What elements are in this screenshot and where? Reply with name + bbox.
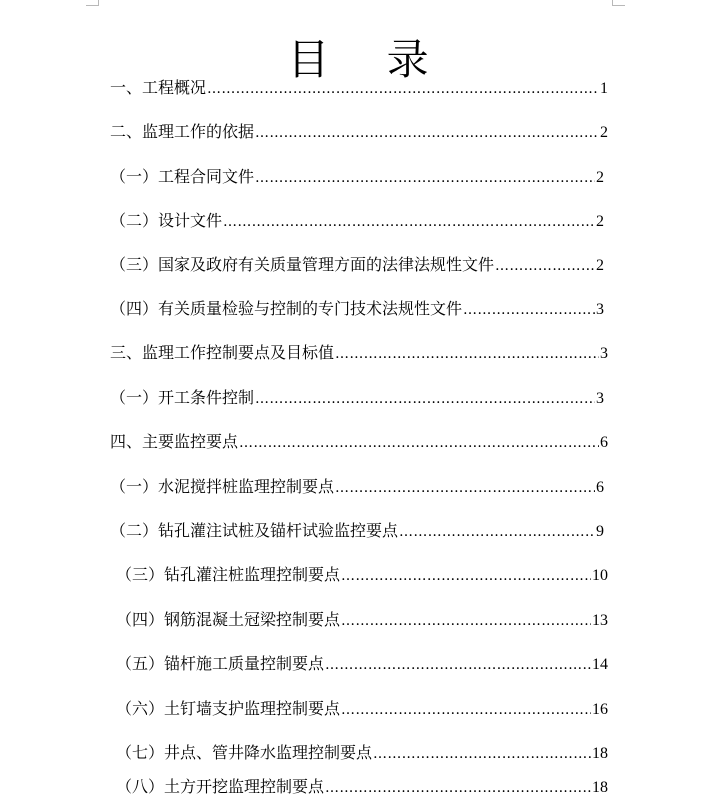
toc-leader-dots	[335, 476, 595, 500]
toc-entry-label: （四）有关质量检验与控制的专门技术法规性文件	[110, 299, 463, 318]
toc-entry[interactable]	[116, 697, 608, 721]
toc-page-number: 6	[596, 479, 604, 496]
toc-entry[interactable]	[116, 608, 608, 632]
toc-entry[interactable]	[110, 430, 608, 454]
toc-page-number: 2	[600, 124, 608, 141]
toc-entry-label: （六）土钉墙支护监理控制要点	[116, 699, 341, 718]
toc-page-number: 3	[596, 390, 604, 407]
toc-entry-label: （二）钻孔灌注试桩及锚杆试验监控要点	[110, 521, 399, 540]
toc-page-number: 2	[596, 213, 604, 230]
toc-page-number: 18	[592, 779, 608, 796]
toc-entry[interactable]	[110, 386, 604, 410]
toc-page-number: 16	[592, 701, 608, 718]
toc-entry-label: （七）井点、管井降水监理控制要点	[116, 743, 373, 762]
toc-leader-dots	[463, 298, 595, 322]
toc-leader-dots	[255, 121, 599, 145]
toc-leader-dots	[255, 387, 595, 411]
toc-page-number: 1	[600, 80, 608, 97]
toc-entry-label: 三、监理工作控制要点及目标值	[110, 343, 335, 362]
toc-entry-label: （八）土方开挖监理控制要点	[116, 777, 325, 796]
toc-entry[interactable]	[110, 76, 608, 100]
toc-page-number: 3	[596, 301, 604, 318]
toc-page-number: 9	[596, 523, 604, 540]
toc-leader-dots	[341, 609, 591, 633]
toc-entry-label: （三）国家及政府有关质量管理方面的法律法规性文件	[110, 255, 495, 274]
toc-page-number: 14	[592, 656, 608, 673]
page-title: 目 录	[287, 35, 451, 85]
toc-leader-dots	[207, 77, 599, 101]
toc-leader-dots	[325, 776, 591, 800]
toc-page-number: 3	[600, 345, 608, 362]
toc-leader-dots	[341, 564, 591, 588]
toc-leader-dots	[495, 254, 595, 278]
toc-entry-label: （五）锚杆施工质量控制要点	[116, 654, 325, 673]
toc-entry-label: （一）水泥搅拌桩监理控制要点	[110, 477, 335, 496]
toc-leader-dots	[223, 210, 595, 234]
toc-entry[interactable]	[116, 741, 608, 765]
toc-entry[interactable]	[110, 341, 608, 365]
toc-leader-dots	[373, 742, 591, 766]
toc-entry-label: （二）设计文件	[110, 211, 223, 230]
toc-entry[interactable]	[110, 120, 608, 144]
toc-entry[interactable]	[116, 652, 608, 676]
toc-page-number: 2	[596, 257, 604, 274]
toc-entry-label: 四、主要监控要点	[110, 432, 239, 451]
toc-entry[interactable]	[110, 475, 604, 499]
toc-entry-label: 二、监理工作的依据	[110, 122, 255, 141]
toc-entry[interactable]	[110, 165, 604, 189]
toc-page-number: 13	[592, 612, 608, 629]
toc-leader-dots	[255, 166, 595, 190]
toc-leader-dots	[335, 342, 599, 366]
toc-leader-dots	[399, 520, 595, 544]
toc-entry[interactable]	[110, 209, 604, 233]
toc-leader-dots	[341, 698, 591, 722]
toc-page-number: 18	[592, 745, 608, 762]
toc-entry-label: （一）工程合同文件	[110, 167, 255, 186]
toc-leader-dots	[239, 431, 599, 455]
toc-page-number: 2	[596, 169, 604, 186]
toc-page-number: 10	[592, 567, 608, 584]
toc-entry-label: （一）开工条件控制	[110, 388, 255, 407]
toc-entry[interactable]	[110, 297, 604, 321]
toc-page-number: 6	[600, 434, 608, 451]
toc-leader-dots	[325, 653, 591, 677]
toc-entry[interactable]	[110, 519, 604, 543]
toc-entry-label: （三）钻孔灌注桩监理控制要点	[116, 565, 341, 584]
toc-entry[interactable]	[116, 563, 608, 587]
toc-entry[interactable]	[116, 775, 608, 799]
toc-entry-label: （四）钢筋混凝土冠梁控制要点	[116, 610, 341, 629]
toc-entry[interactable]	[110, 253, 604, 277]
toc-entry-label: 一、工程概况	[110, 78, 207, 97]
